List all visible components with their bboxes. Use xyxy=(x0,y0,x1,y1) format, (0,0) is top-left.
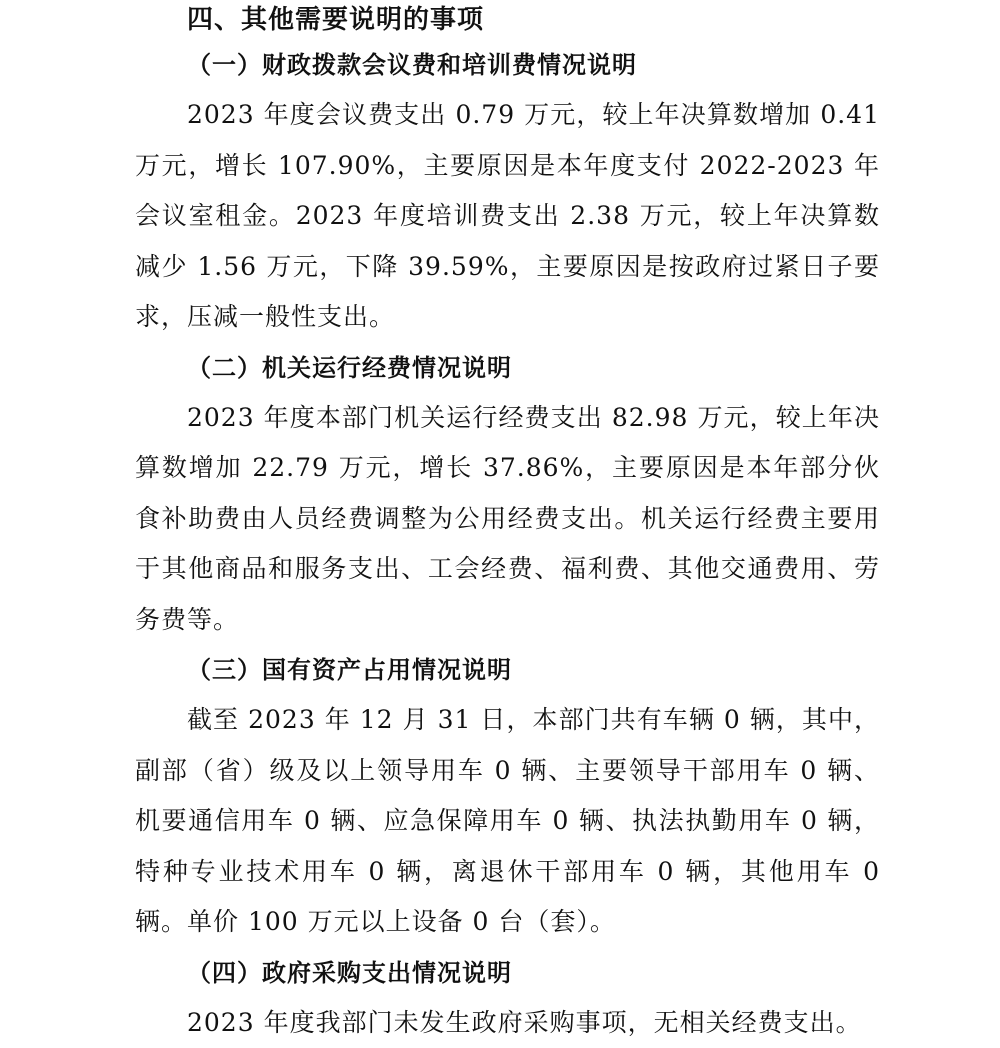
subheading-meeting-training: （一）财政拨款会议费和培训费情况说明 xyxy=(135,40,880,90)
paragraph-government-procurement: 2023 年度我部门未发生政府采购事项，无相关经费支出。 xyxy=(135,998,880,1048)
subheading-operating-expenses: （二）机关运行经费情况说明 xyxy=(135,343,880,393)
item-government-procurement xyxy=(135,948,880,1048)
paragraph-operating-expenses: 2023 年度本部门机关运行经费支出 82.98 万元，较上年决算数增加 22.79 万元，增长 37.86%，主要原因是本年部分伙食补助费由人员经费调整为公用经费支出。机关运行经费主要用于其他商品和服务支出、工会经费、福利费、其他交通费用、劳务费等。 xyxy=(135,393,880,646)
item-meeting-training xyxy=(135,40,880,343)
paragraph-state-assets: 截至 2023 年 12 月 31 日，本部门共有车辆 0 辆，其中，副部（省）级及以上领导用车 0 辆、主要领导干部用车 0 辆、机要通信用车 0 辆、应急保障用车 0 辆、执法执勤用车 0 辆，特种专业技术用车 0 辆，离退休干部用车 0 辆，其他用车 0 辆。单价 100 万元以上设备 0 台（套）。 xyxy=(135,695,880,948)
document-page xyxy=(135,0,880,1048)
subheading-government-procurement: （四）政府采购支出情况说明 xyxy=(135,948,880,998)
item-operating-expenses xyxy=(135,343,880,646)
section-title: 四、其他需要说明的事项 xyxy=(135,0,880,40)
paragraph-meeting-training: 2023 年度会议费支出 0.79 万元，较上年决算数增加 0.41 万元，增长 107.90%，主要原因是本年度支付 2022-2023 年会议室租金。2023 年度培训费支出 2.38 万元，较上年决算数减少 1.56 万元，下降 39.59%，主要原因是按政府过紧日子要求，压减一般性支出。 xyxy=(135,90,880,343)
subheading-state-assets: （三）国有资产占用情况说明 xyxy=(135,645,880,695)
item-state-assets xyxy=(135,645,880,948)
